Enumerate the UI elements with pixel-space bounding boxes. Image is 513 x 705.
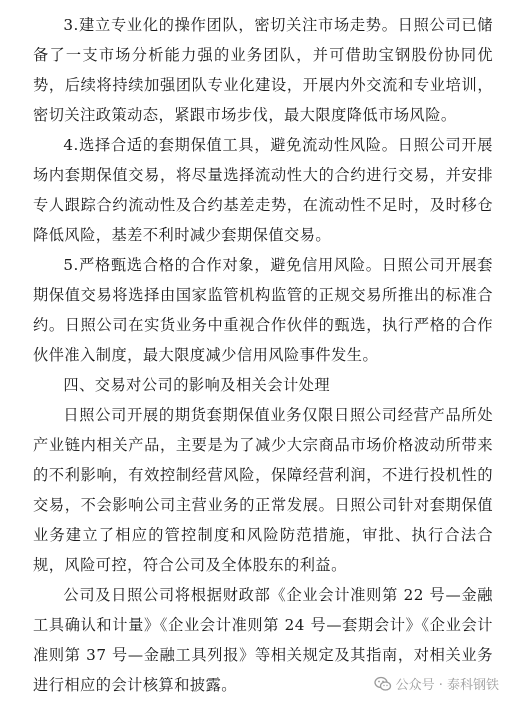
paragraph-accounting: 公司及日照公司将根据财政部《企业会计准则第 22 号—金融工具确认和计量》《企业会计准则第 24 号—套期会计》《企业会计准则第 37 号—金融工具列报》等相关规定及其指南，对相关业务进行相应的会计核算和披露。 (33, 586, 493, 694)
watermark (374, 674, 499, 693)
paragraph-credit-risk: 5.严格甄选合格的合作对象，避免信用风险。日照公司开展套期保值交易将选择由国家监管机构监管的正规交易所推出的标准合约。日照公司在实货业务中重视合作伙伴的甄选，执行严格的合作伙伴准入制度，最大限度减少信用风险事件发生。 (33, 256, 493, 364)
watermark-text: 公众号 · 泰科钢铁 (395, 678, 499, 693)
paragraph-operation-team: 3.建立专业化的操作团队，密切关注市场走势。日照公司已储备了一支市场分析能力强的业务团队，并可借助宝钢股份协同优势，后续将持续加强团队专业化建设，开展内外交流和专业培训，密切关注政策动态，紧跟市场步伐，最大限度降低市场风险。 (33, 16, 493, 124)
paragraph-impact: 日照公司开展的期货套期保值业务仅限日照公司经营产品所处产业链内相关产品，主要是为了减少大宗商品市场价格波动所带来的不利影响，有效控制经营风险，保障经营利润，不进行投机性的交易，不会影响公司主营业务的正常发展。日照公司针对套期保值业务建立了相应的管控制度和风险防范措施，审批、执行合法合规，风险可控，符合公司及全体股东的利益。 (33, 406, 493, 574)
paragraph-hedging-tools: 4.选择合适的套期保值工具，避免流动性风险。日照公司开展场内套期保值交易，将尽量选择流动性大的合约进行交易，并安排专人跟踪合约流动性及合约基差走势，在流动性不足时，及时移仓降低风险，基差不利时减少套期保值交易。 (33, 136, 493, 244)
wechat-icon (374, 675, 392, 693)
section-heading: 四、交易对公司的影响及相关会计处理 (63, 376, 331, 394)
